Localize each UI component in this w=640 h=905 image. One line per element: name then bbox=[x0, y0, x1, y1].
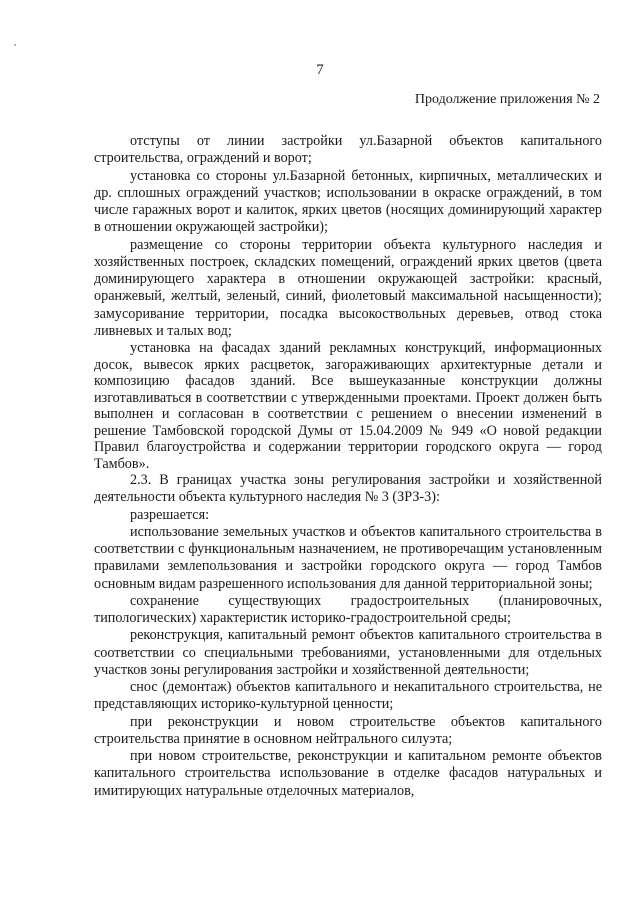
paragraph-preservation: сохранение существующих градостроительных (планировочных, типологических) характеристик историко-градостроительной среды; bbox=[94, 592, 602, 626]
page-number: 7 bbox=[316, 62, 324, 78]
scan-artifact-mark bbox=[14, 44, 16, 46]
paragraph-reconstruction: реконструкция, капитальный ремонт объектов капитального строительства в соответствии со специальными требованиями, установленными для отдельных участков зоны регулирования застройки и хозяйственной деятельности; bbox=[94, 627, 602, 678]
document-body bbox=[94, 133, 602, 800]
paragraph-natural-materials: при новом строительстве, реконструкции и капитальном ремонте объектов капитального строительства использование в отделке фасадов натуральных и имитирующих натуральные отделочных материалов, bbox=[94, 748, 602, 799]
paragraph-fence-installation: установка со стороны ул.Базарной бетонных, кирпичных, металлических и др. сплошных ограждений участков; использовании в окраске ограждений, в том числе гаражных ворот и калиток, ярких цветов (носящих доминирующий характер в отношении окружающей застройки); bbox=[94, 167, 602, 236]
paragraph-setback-line: отступы от линии застройки ул.Базарной объектов капитального строительства, ограждений и ворот; bbox=[94, 133, 602, 167]
paragraph-neutral-silhouette: при реконструкции и новом строительстве объектов капитального строительства принятие в основном нейтрального силуэта; bbox=[94, 713, 602, 747]
paragraph-section-2-3: 2.3. В границах участка зоны регулирования застройки и хозяйственной деятельности объекта культурного наследия № 3 (ЗРЗ-3): bbox=[94, 472, 602, 506]
appendix-continuation-note: Продолжение приложения № 2 bbox=[414, 92, 600, 107]
paragraph-demolition: снос (демонтаж) объектов капитального и некапитального строительства, не представляющих историко-культурной ценности; bbox=[94, 679, 602, 713]
paragraph-permitted-heading: разрешается: bbox=[130, 506, 210, 523]
paragraph-advertising-structures: установка на фасадах зданий рекламных конструкций, информационных досок, вывесок ярких расцветок, загораживающих архитектурные детали и композицию фасадов зданий. Все вышеуказанные конструкции должны изготавливаться в соответствии с утвержденными проектами. Проект должен быть выполнен и согласован в соответствии с решением о внесении изменений в решение Тамбовской городской Думы от 15.04.2009 № 949 «О новой редакции Правил благоустройства и содержании территории городского округа — город Тамбов». bbox=[94, 340, 602, 472]
paragraph-outbuildings-placement: размещение со стороны территории объекта культурного наследия и хозяйственных построек, складских помещений, ограждений ярких цветов (цвета доминирующего характера в отношении окружающей застройки: красный, оранжевый, желтый, зеленый, синий, фиолетовый максимальной насыщенности); замусоривание территории, посадка высокоствольных деревьев, отвод стока ливневых и талых вод; bbox=[94, 236, 602, 339]
paragraph-land-use: использование земельных участков и объектов капитального строительства в соответствии с функциональным назначением, не противоречащим установленным правилами землепользования и застройки городского округа — город Тамбов основным видам разрешенного использования для данной территориальной зоны; bbox=[94, 523, 602, 592]
